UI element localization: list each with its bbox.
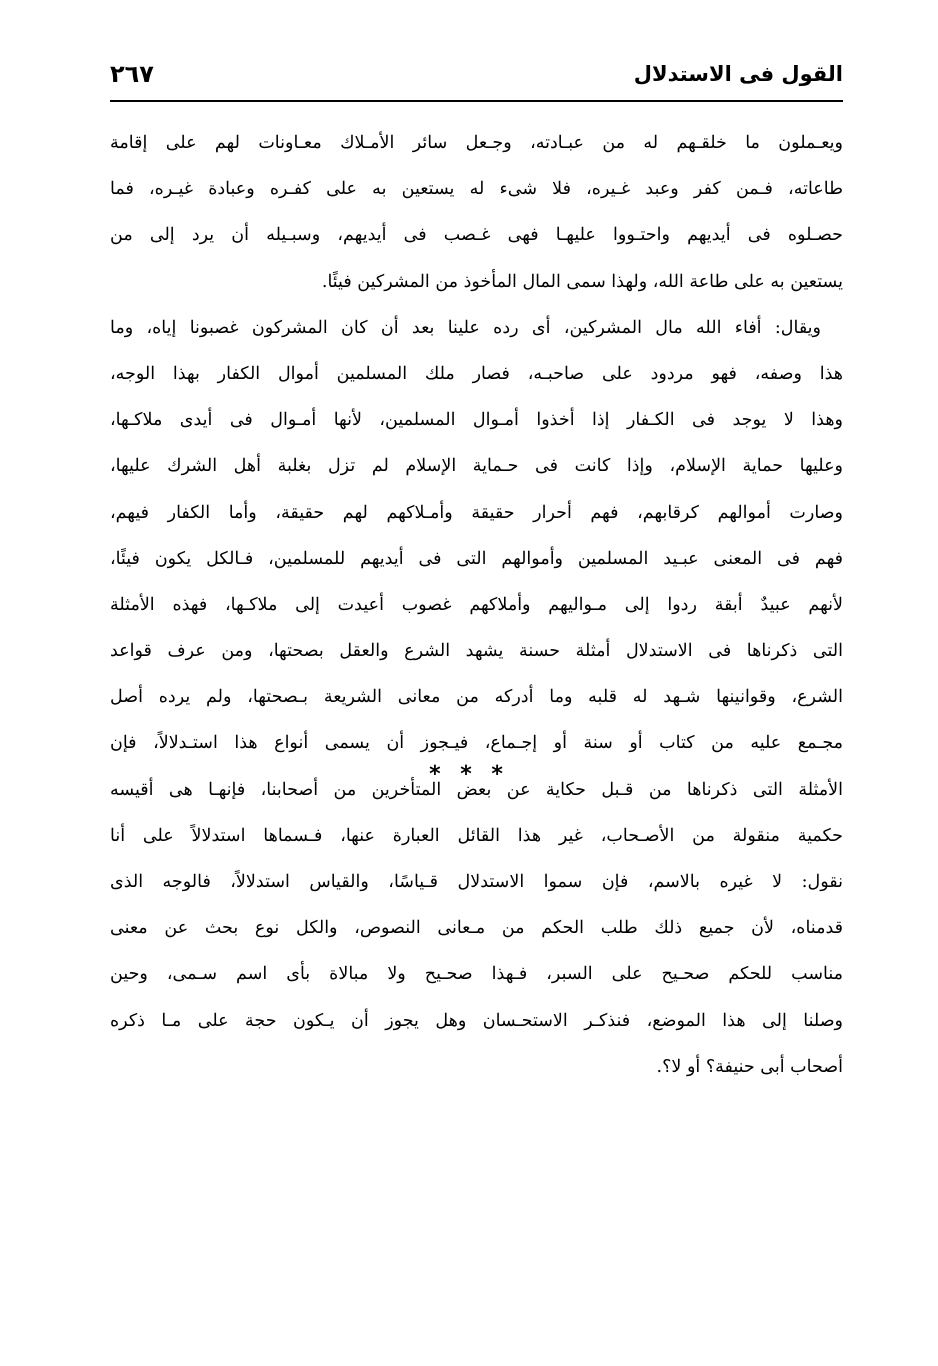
page-number: ٢٦٧: [110, 60, 154, 88]
section-separator: * * *: [429, 762, 509, 787]
text-line: نقول: لا غيره بالاسم، فإن سموا الاستدلال قـياسًا، والقياس استدلالاً، فالوجه الذى: [110, 872, 843, 892]
running-title: القول فى الاستدلال: [633, 62, 843, 86]
text-line: قدمناه، لأن جميع ذلك طلب الحكم من مـعانى النصوص، والكل نوع بحث عن معنى: [110, 918, 843, 939]
text-line: حكمية منقولة من الأصـحاب، غير هذا القائل العبارة عنها، فـسماها استدلالاً على أنا: [110, 825, 843, 846]
text-line: لأنهم عبيدٌ أبقة ردوا إلى مـواليهم وأملاكهم غصوب أعيدت إلى ملاكـها، فهذه الأمثلة: [110, 594, 843, 615]
text-line: حصـلوه فى أيديهم واحتـووا عليهـا فهى غـصب فى أيديهم، وسبـيله أن يرد إلى من: [110, 225, 843, 246]
paragraph-1: [110, 120, 843, 305]
text-line: فهم فى المعنى عبـيد المسلمين وأموالهم التى فى أيديهم للمسلمين، فـالكل يكون فيئًا،: [110, 548, 843, 569]
text-line: الأمثلة التى ذكرناها من قـبل حكاية عن بعض المتأخرين من أصحابنا، فإنهـا هى أقيسه: [110, 779, 843, 800]
text-line: طاعاته، فـمن كفر وعبد غـيره، فلا شىء له يستعين به على كفـره وعبادة غيـره، فما: [110, 179, 843, 200]
text-line: وصارت أموالهم كرقابهم، فهم أحرار حقيقة وأمـلاكهم لهم حقيقة، وأما الكفار فيهم،: [110, 502, 843, 523]
text-line: ويقال: أفاء الله مال المشركين، أى رده علينا بعد أن كان المشركون غصبونا إياه، وما: [110, 317, 821, 338]
text-line: الشرع، وقوانينها شـهد له قلبه وما أدركه من معانى الشريعة بـصحتها، ولم يرده أصل: [110, 687, 843, 708]
text-line: وصلنا إلى هذا الموضع، فنذكـر الاستحـسان وهل يجوز أن يـكون حجة على مـا ذكره: [110, 1010, 843, 1031]
text-line: هذا وصفه، فهو مردود على صاحبـه، فصار ملك المسلمين أموال الكفار بهذا الوجه،: [110, 363, 843, 384]
text-line: التى ذكرناها فى الاستدلال أمثلة حسنة يشهد الشرع والعقل بصحتها، ومن عرف قواعد: [110, 641, 843, 662]
body-text: [110, 120, 843, 1090]
paragraph-2: [110, 305, 843, 1090]
text-line: وعليها حماية الإسلام، وإذا كانت فى حـماية الإسلام لم تزل بغلبة أهل الشرك عليها،: [110, 456, 843, 477]
text-line: أصحاب أبى حنيفة؟ أو لا؟.: [656, 1056, 843, 1077]
text-line: يستعين به على طاعة الله، ولهذا سمى المال المأخوذ من المشركين فيئًا.: [321, 271, 843, 292]
text-line: مجـمع عليه من كتاب أو سنة أو إجـماع، فيـجوز أن يسمى أنواع هذا استـدلالاً، فإن: [110, 733, 843, 754]
text-line: وهذا لا يوجد فى الكـفار إذا أخذوا أمـوال المسلمين، لأنها أمـوال فى أيدى ملاكـها،: [110, 410, 843, 431]
text-line: ويعـملون ما خلقـهم له من عبـادته، وجـعل سائر الأمـلاك معـاونات لهم على إقامة: [110, 133, 843, 153]
header-divider: [110, 100, 843, 102]
page-header: [110, 60, 843, 100]
text-line: مناسب للحكم صحـيح على السبر، فـهذا صحـيح ولا مبالاة بأى اسم سـمى، وحين: [110, 964, 843, 985]
